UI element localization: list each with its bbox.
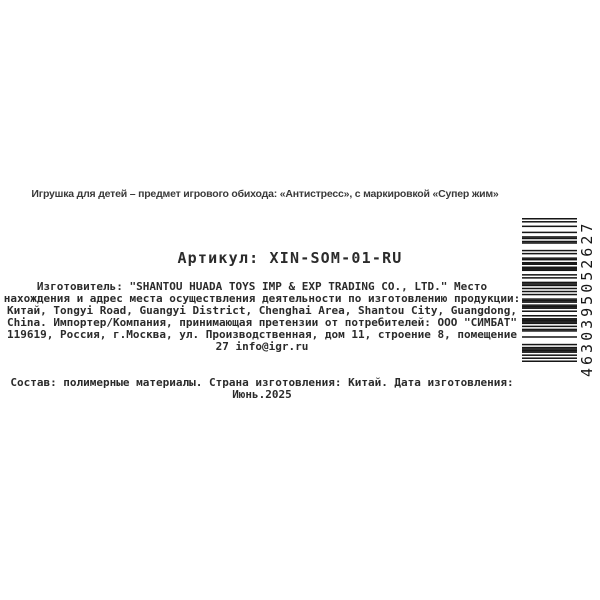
barcode-bars — [522, 218, 577, 362]
article-number: Артикул: XIN-SOM-01-RU — [177, 249, 403, 267]
manufacturer-info — [0, 281, 524, 352]
barcode — [522, 218, 597, 377]
composition-info — [0, 377, 524, 402]
composition-line-1: Состав: полимерные материалы. Страна изготовления: Китай. Дата изготовления: — [10, 376, 514, 389]
composition-line-2: Июнь.2025 — [232, 388, 292, 402]
product-description: Игрушка для детей – предмет игрового обихода: «Антистресс», с маркировкой «Супер жим» — [31, 188, 499, 200]
manufacturer-line-3: Китай, Tongyi Road, Guangyi District, Chenghai Area, Shantou City, Guangdong, — [7, 303, 517, 317]
manufacturer-line-5: 119619, Россия, г.Москва, ул. Производственная, дом 11, строение 8, помещение — [7, 327, 517, 341]
manufacturer-line-4: China. Импортер/Компания, принимающая претензии от потребителей: ООО "СИМБАТ" — [7, 315, 517, 329]
manufacturer-line-1: Изготовитель: "SHANTOU HUADA TOYS IMP & EXP TRADING CO., LTD." Место — [36, 280, 488, 293]
manufacturer-line-6: 27 info@igr.ru — [215, 339, 309, 353]
manufacturer-line-2: нахождения и адрес места осуществления деятельности по изготовлению продукции: — [3, 291, 521, 305]
barcode-number: 4630395052627 — [578, 220, 596, 377]
